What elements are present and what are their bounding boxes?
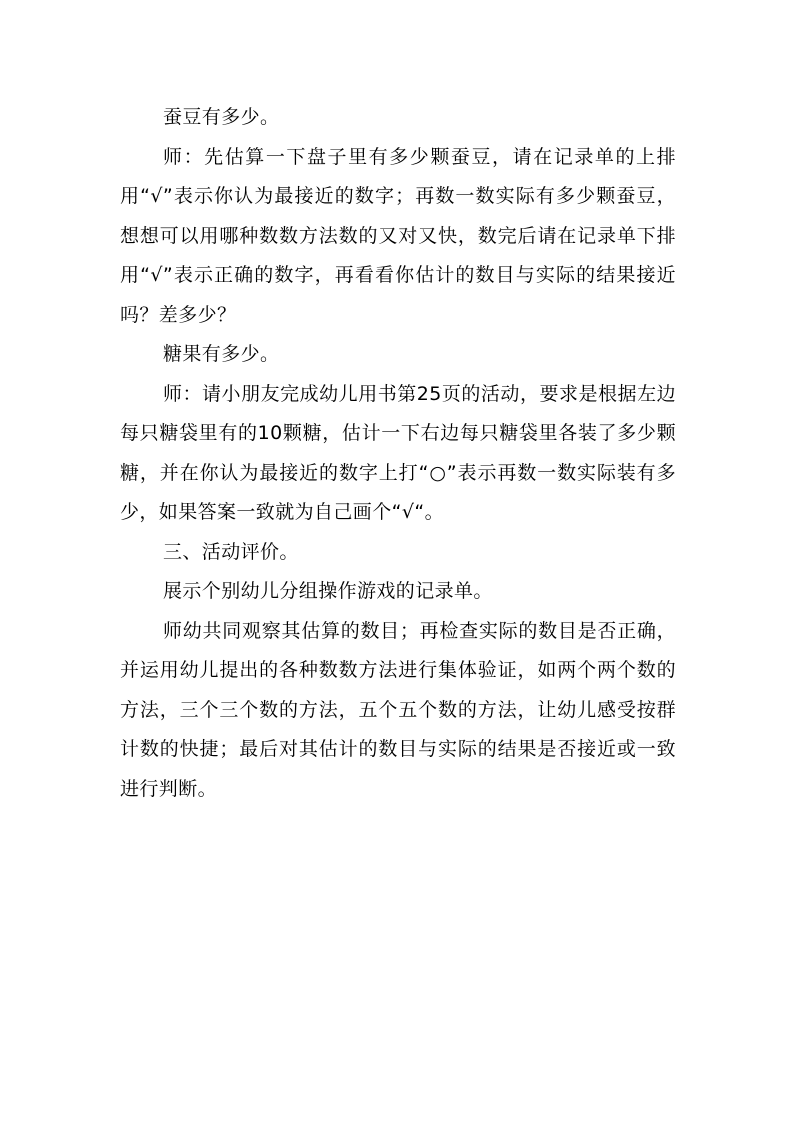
paragraph-candy-instructions: 师：请小朋友完成幼儿用书第25页的活动，要求是根据左边每只糖袋里有的10颗糖，估计一下右边每只糖袋里各装了多少颗糖，并在你认为最接近的数字上打“○”表示再数一数实际装有多少，如果答案一致就为自己画个“√“。 bbox=[120, 382, 676, 523]
paragraph-joint-observation: 师幼共同观察其估算的数目；再检查实际的数目是否正确，并运用幼儿提出的各种数数方法进行集体验证，如两个两个数的方法，三个三个数的方法，五个五个数的方法，让幼儿感受按群计数的快捷；最后对其估计的数目与实际的结果是否接近或一致进行判断。 bbox=[120, 619, 676, 800]
paragraph-candy-heading: 糖果有多少。 bbox=[163, 343, 280, 365]
paragraph-broad-bean-heading: 蚕豆有多少。 bbox=[163, 106, 280, 128]
paragraph-broad-bean-instructions: 师：先估算一下盘子里有多少颗蚕豆，请在记录单的上排用“√”表示你认为最接近的数字；再数一数实际有多少颗蚕豆，想想可以用哪种数数方法数的又对又快，数完后请在记录单下排用“√”表示正确的数字，再看看你估计的数目与实际的结果接近吗？差多少？ bbox=[120, 145, 676, 326]
section-heading-activity-evaluation: 三、活动评价。 bbox=[163, 540, 299, 563]
document-body bbox=[120, 98, 676, 809]
paragraph-show-records: 展示个别幼儿分组操作游戏的记录单。 bbox=[163, 580, 493, 602]
